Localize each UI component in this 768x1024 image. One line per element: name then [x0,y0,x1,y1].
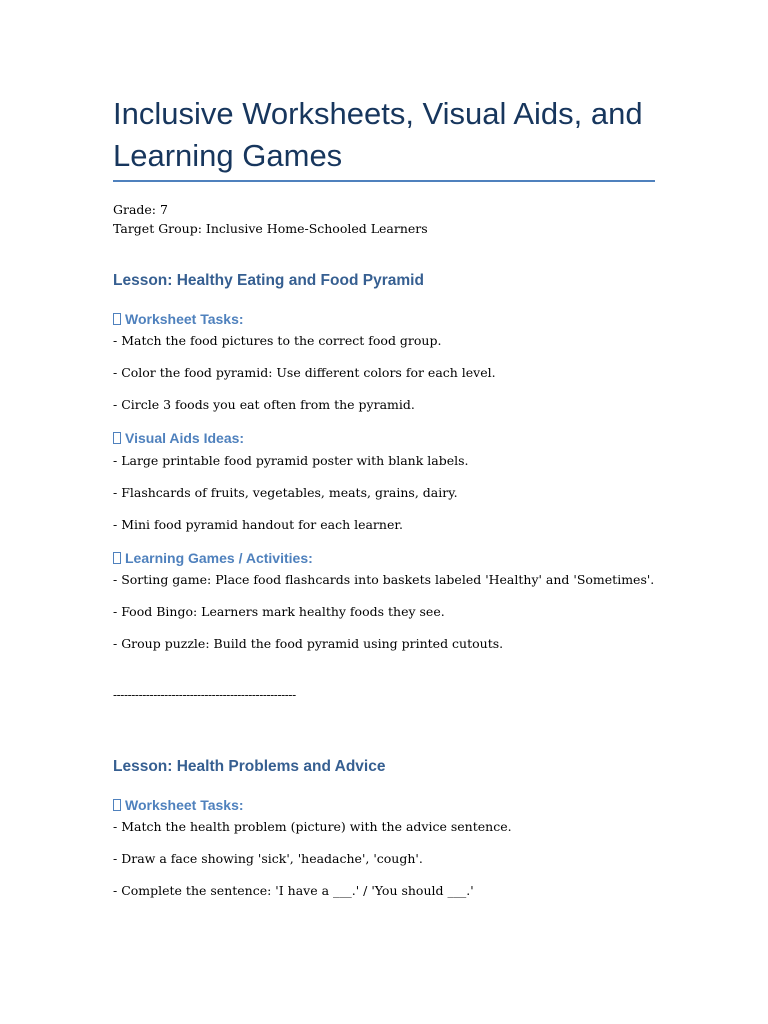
list-item: - Large printable food pyramid poster with blank labels. [113,453,469,468]
list-item: - Color the food pyramid: Use different colors for each level. [113,365,496,380]
list-item: - Draw a face showing 'sick', 'headache', 'cough'. [113,851,423,866]
list-item: - Group puzzle: Build the food pyramid using printed cutouts. [113,636,504,651]
list-item: - Match the food pictures to the correct food group. [113,333,442,348]
section-heading-worksheet-tasks: Worksheet Tasks: [113,311,244,327]
list-item: - Flashcards of fruits, vegetables, meats, grains, dairy. [113,485,458,500]
section-heading-visual-aids: Visual Aids Ideas: [113,430,244,446]
lesson-heading-health-problems: Lesson: Health Problems and Advice [113,758,386,775]
list-item: - Mini food pyramid handout for each learner. [113,517,403,532]
grade-text: Grade: 7 [113,202,168,217]
target-group-text: Target Group: Inclusive Home-Schooled Learners [113,221,428,236]
missing-glyph-icon [113,552,121,564]
missing-glyph-icon [113,799,121,811]
missing-glyph-icon [113,313,121,325]
section-divider: -------------------------------------------------- [113,688,296,702]
list-item: - Complete the sentence: 'I have a ___.' / 'You should ___.' [113,883,474,898]
title-underline [113,180,655,182]
list-item: - Match the health problem (picture) with the advice sentence. [113,819,512,834]
section-heading-worksheet-tasks: Worksheet Tasks: [113,797,244,813]
list-item: - Circle 3 foods you eat often from the pyramid. [113,397,415,412]
list-item: - Sorting game: Place food flashcards into baskets labeled 'Healthy' and 'Sometimes'. [113,572,655,587]
document-title: Inclusive Worksheets, Visual Aids, and Learning Games [113,96,643,173]
lesson-heading-healthy-eating: Lesson: Healthy Eating and Food Pyramid [113,272,424,289]
missing-glyph-icon [113,432,121,444]
section-heading-learning-games: Learning Games / Activities: [113,550,313,566]
list-item: - Food Bingo: Learners mark healthy foods they see. [113,604,445,619]
